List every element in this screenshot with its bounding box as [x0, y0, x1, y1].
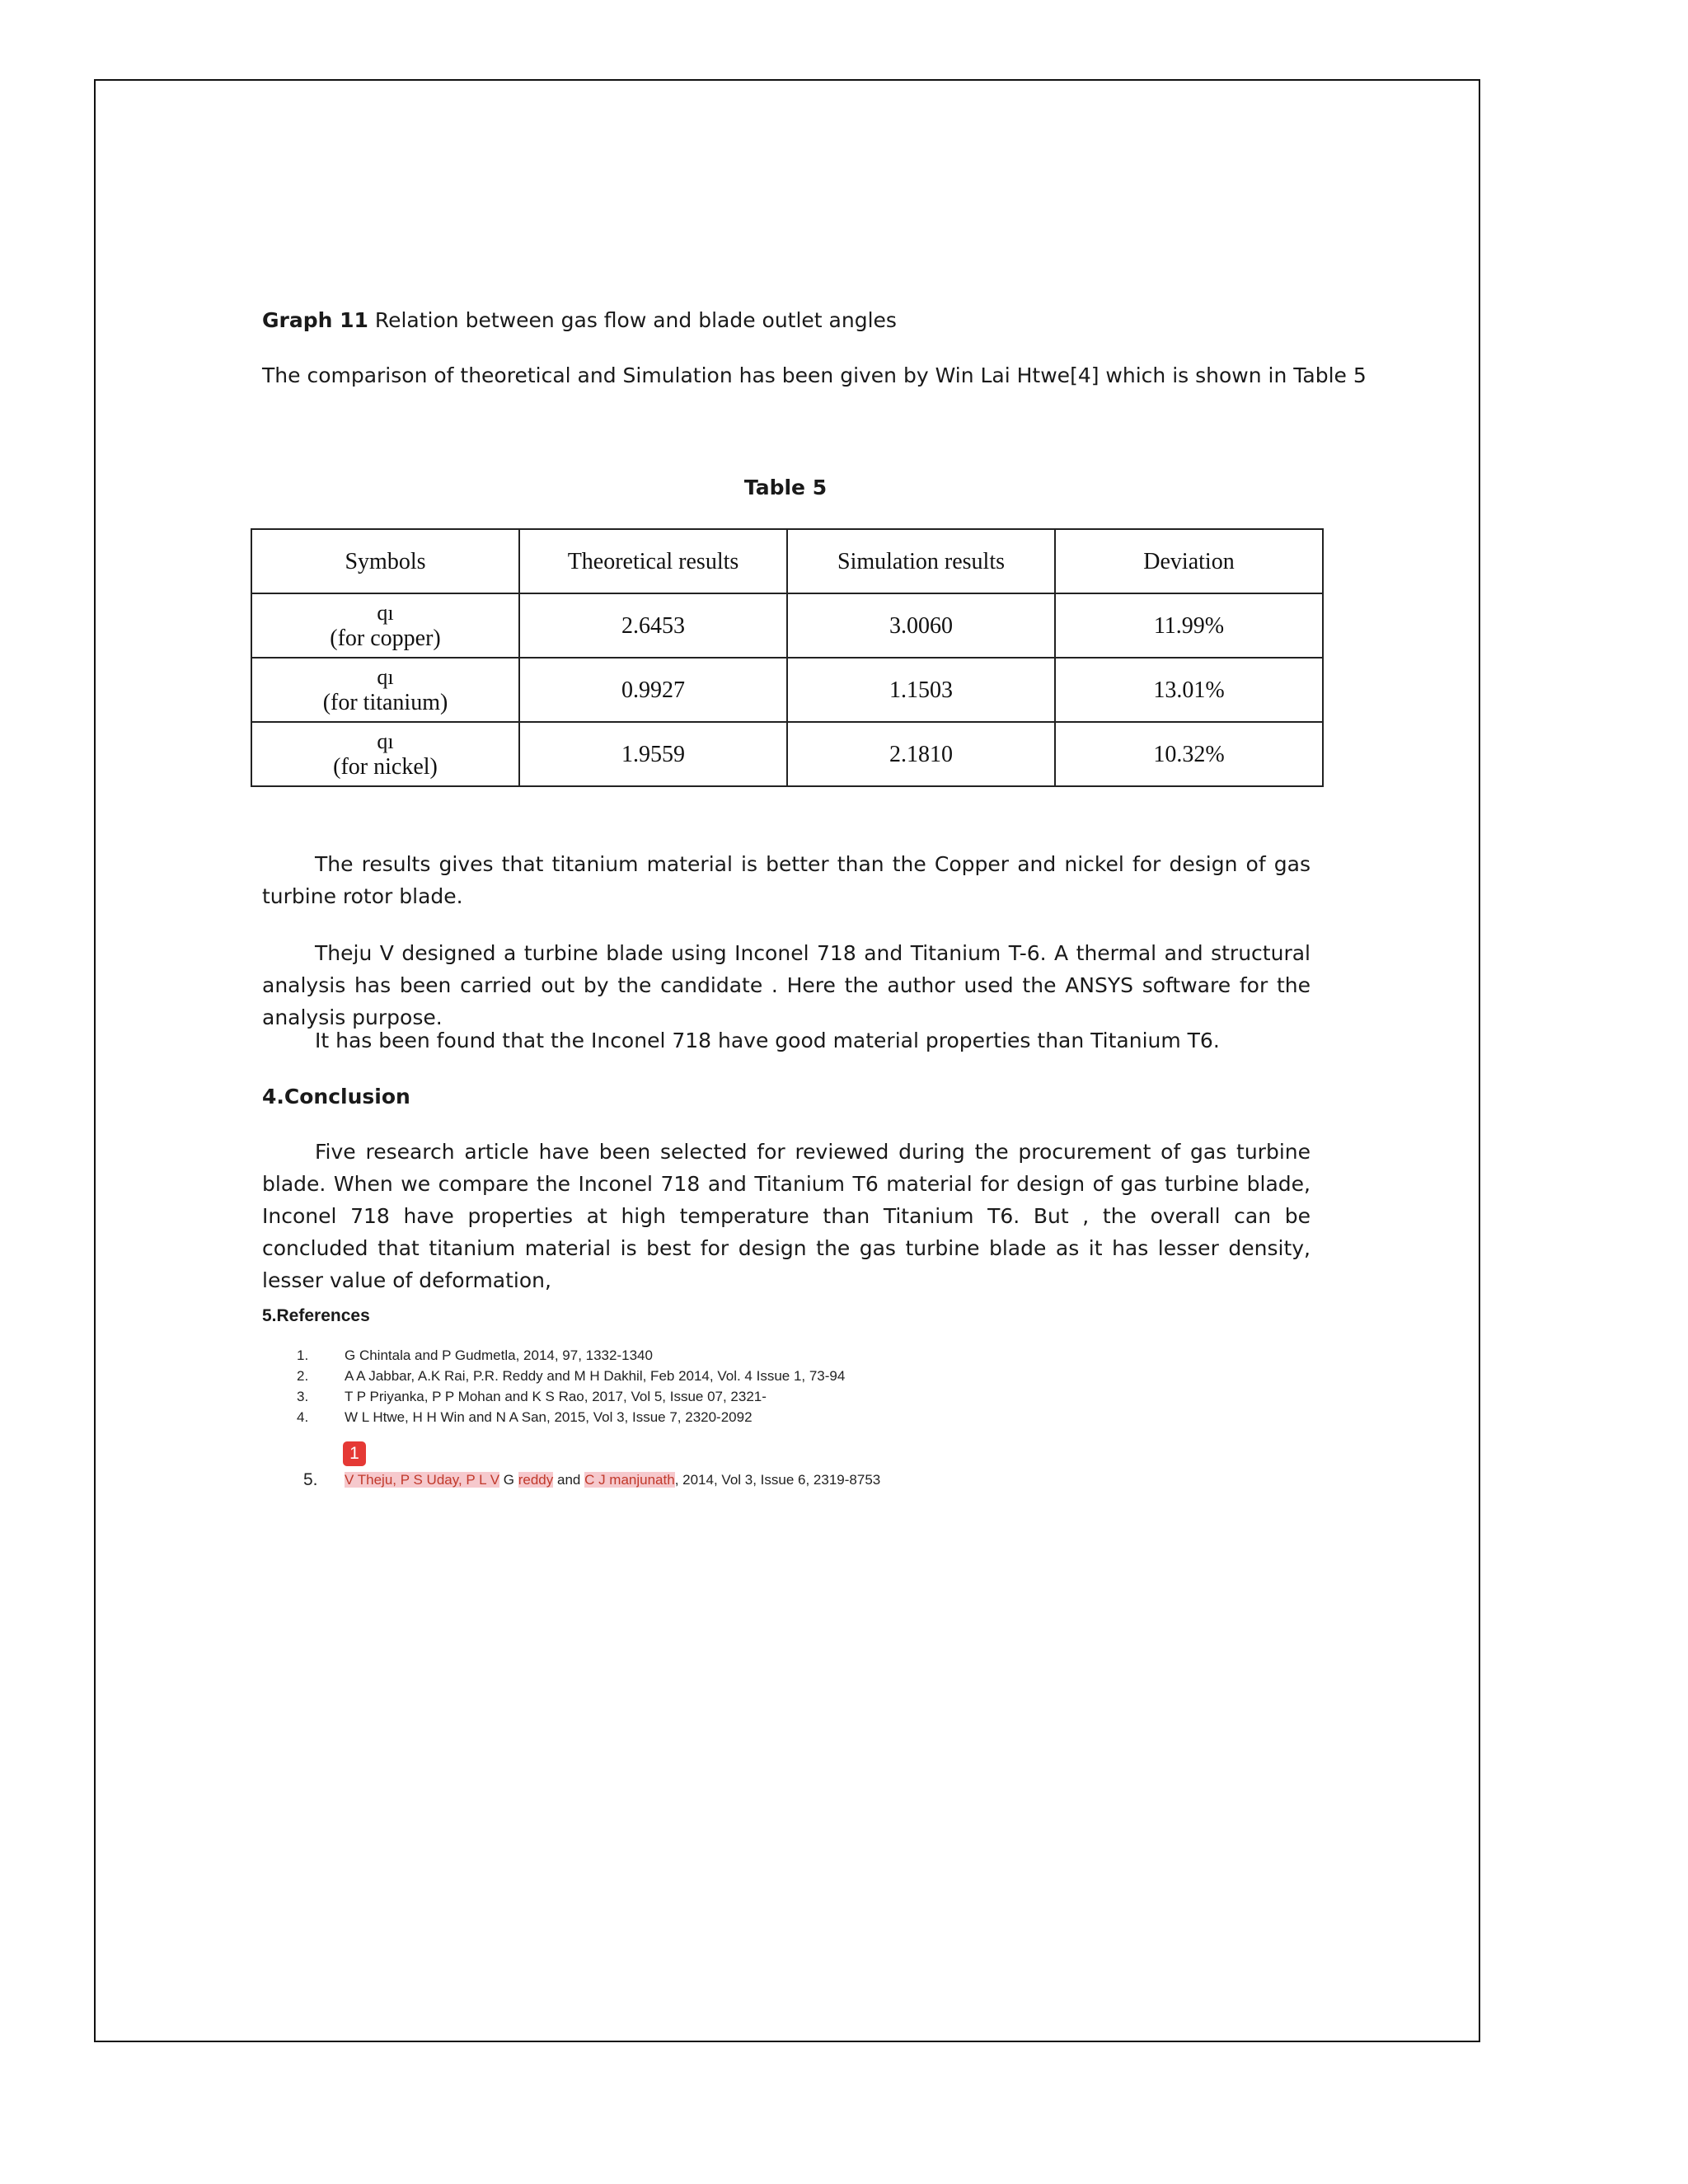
theoretical-cell: 2.6453 — [519, 593, 787, 658]
reference-text: G Chintala and P Gudmetla, 2014, 97, 1332-1340 — [345, 1347, 653, 1363]
header-theoretical: Theoretical results — [519, 529, 787, 593]
reference-number: 1. — [297, 1347, 309, 1363]
table-row — [251, 593, 1323, 658]
reference-text-plain: , 2014, Vol 3, Issue 6, 2319-8753 — [674, 1472, 881, 1488]
inconel-paragraph: It has been found that the Inconel 718 have good material properties than Titanium T6. — [315, 1029, 1220, 1052]
material-text: (for titanium) — [322, 690, 448, 715]
references-list — [297, 1345, 845, 1427]
symbol-cell — [251, 658, 519, 722]
reference-item — [297, 1366, 845, 1386]
reference-item — [297, 1407, 845, 1427]
reference-text: A A Jabbar, A.K Rai, P.R. Reddy and M H Dakhil, Feb 2014, Vol. 4 Issue 1, 73-94 — [345, 1368, 846, 1384]
graph-caption-text: Relation between gas flow and blade outlet angles — [368, 308, 897, 332]
annotation-badge[interactable]: 1 — [343, 1441, 366, 1466]
intro-paragraph: The comparison of theoretical and Simulation has been given by Win Lai Htwe[4] which is shown in Table 5 — [262, 363, 1367, 387]
reference-item — [297, 1345, 845, 1366]
material-text: (for copper) — [330, 626, 441, 651]
simulation-cell: 3.0060 — [787, 593, 1055, 658]
results-table — [251, 528, 1324, 787]
deviation-cell: 11.99% — [1055, 593, 1323, 658]
highlighted-text[interactable]: C J manjunath — [584, 1472, 675, 1488]
reference-number: 2. — [297, 1368, 309, 1384]
header-simulation: Simulation results — [787, 529, 1055, 593]
header-symbols: Symbols — [251, 529, 519, 593]
header-deviation: Deviation — [1055, 529, 1323, 593]
reference-text: W L Htwe, H H Win and N A San, 2015, Vol 3, Issue 7, 2320-2092 — [345, 1409, 753, 1425]
highlighted-text[interactable]: reddy — [518, 1472, 554, 1488]
symbol-text: qı — [377, 601, 394, 625]
symbol-text: qı — [377, 665, 394, 689]
reference-item-5 — [303, 1469, 880, 1491]
material-text: (for nickel) — [333, 754, 438, 780]
reference-number: 5. — [303, 1470, 318, 1489]
graph-caption — [262, 304, 897, 336]
highlighted-text[interactable]: V Theju, P S Uday, P L V — [345, 1472, 500, 1488]
simulation-cell: 2.1810 — [787, 722, 1055, 786]
references-heading: 5.References — [262, 1306, 370, 1325]
deviation-cell: 10.32% — [1055, 722, 1323, 786]
graph-caption-label: Graph 11 — [262, 308, 368, 332]
table-row — [251, 722, 1323, 786]
theoretical-cell: 1.9559 — [519, 722, 787, 786]
symbol-cell — [251, 593, 519, 658]
reference-text-plain: G — [499, 1472, 518, 1488]
conclusion-paragraph: Five research article have been selected for reviewed during the procurement of gas turbine blade. When we compare the Inconel 718 and Titanium T6 material for design of gas turbine blade, Inconel 718 have properties at high temperature than Titanium T6. But , the overall can be concluded that titanium material is best for design the gas turbine blade as it has lesser density, lesser value of deformation, — [262, 1140, 1311, 1292]
theju-paragraph: Theju V designed a turbine blade using Inconel 718 and Titanium T-6. A thermal and structural analysis has been carried out by the candidate . Here the author used the ANSYS software for the analysis purpose. — [262, 941, 1311, 1029]
conclusion-heading: 4.Conclusion — [262, 1085, 410, 1108]
reference-text: T P Priyanka, P P Mohan and K S Rao, 2017, Vol 5, Issue 07, 2321- — [345, 1389, 767, 1404]
symbol-cell — [251, 722, 519, 786]
reference-number: 4. — [297, 1409, 309, 1425]
reference-text-5[interactable] — [345, 1469, 880, 1491]
table-header-row — [251, 529, 1323, 593]
theoretical-cell: 0.9927 — [519, 658, 787, 722]
simulation-cell: 1.1503 — [787, 658, 1055, 722]
reference-text-plain: and — [553, 1472, 585, 1488]
deviation-cell: 13.01% — [1055, 658, 1323, 722]
table-row — [251, 658, 1323, 722]
reference-number: 3. — [297, 1389, 309, 1404]
reference-item — [297, 1386, 845, 1407]
table-title: Table 5 — [743, 476, 828, 499]
symbol-text: qı — [377, 729, 394, 753]
results-paragraph: The results gives that titanium material is better than the Copper and nickel for design of gas turbine rotor blade. — [262, 852, 1311, 908]
